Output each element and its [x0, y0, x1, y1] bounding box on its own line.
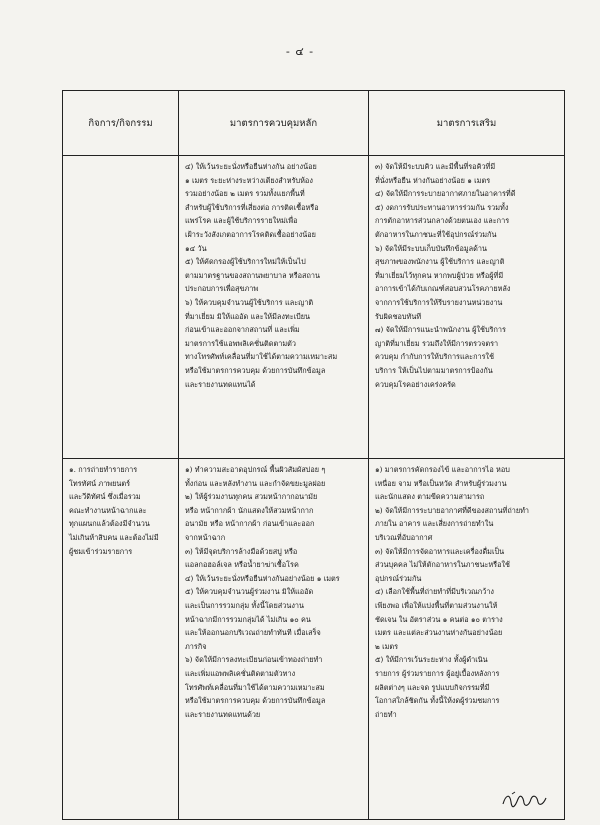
cell-activity [63, 156, 179, 459]
header-main-measures: มาตรการควบคุมหลัก [179, 91, 369, 156]
cell-activity: ๑. การถ่ายทำรายการ โทรทัศน์ ภาพยนตร์ และวีดิทัศน์ ซึ่งเมื่อรวม คณะทำงานหน้าฉากและ ทุกแผนกแล้วต้องมีจำนวน ไม่เกินห้าสิบคน และต้องไม่มี ผู้ชมเข้าร่วมรายการ [63, 459, 179, 820]
table-row [63, 459, 565, 820]
cell-extra-measures: ๓) จัดให้มีระบบคิว และมีพื้นที่รอคิวที่มี ที่นั่งหรือยืน ห่างกันอย่างน้อย ๑ เมตร ๔) จัดให้มีการระบายอากาศภายในอาคารที่ดี ๕) งดการรับประทานอาหารร่วมกัน รวมทั้ง การตักอาหารส่วนกลางด้วยตนเอง และการ ตักอาหารในภาชนะที่ใช้อุปกรณ์ร่วมกัน ๖) จัดให้มีระบบเก็บบันทึกข้อมูลด้าน สุขภาพของพนักงาน ผู้ใช้บริการ และญาติ ที่มาเยี่ยมไว้ทุกคน หากพบผู้ป่วย หรือผู้ที่มี อาการเข้าได้กับเกณฑ์สอบสวนโรคภายหลัง จากการใช้บริการให้รีบรายงานหน่วยงาน รับผิดชอบทันที ๗) จัดให้มีการแนะนำพนักงาน ผู้ใช้บริการ ญาติที่มาเยี่ยม รวมถึงให้มีการตรวจตรา ควบคุม กำกับการให้บริการและการใช้ บริการ ให้เป็นไปตามมาตรการป้องกัน ควบคุมโรคอย่างเคร่งครัด [369, 156, 565, 459]
table-row [63, 156, 565, 459]
header-extra-measures: มาตรการเสริม [369, 91, 565, 156]
cell-extra-measures: ๑) มาตรการคัดกรองไข้ และอาการไอ หอบ เหนื่อย จาม หรือเป็นหวัด สำหรับผู้ร่วมงาน และนักแสดง ตามขีดความสามารถ ๒) จัดให้มีการระบายอากาศที่ดีของสถานที่ถ่ายทำ ภายใน อาคาร และเสี่ยงการถ่ายทำใน บริเวณที่อับอากาศ ๓) จัดให้มีการจัดอาหารและเครื่องดื่มเป็น ส่วนบุคคล ไม่ให้ตักอาหารในภาชนะหรือใช้ อุปกรณ์ร่วมกัน ๔) เลือกใช้พื้นที่ถ่ายทำที่มีบริเวณกว้าง เพียงพอ เพื่อให้แบ่งพื้นที่ตามส่วนงานให้ ชัดเจน ใน อัตราส่วน ๑ คนต่อ ๑๐ ตาราง เมตร และแต่ละส่วนงานห่างกันอย่างน้อย ๒ เมตร ๕) ให้มีการเว้นระยะห่าง ทั้งผู้ดำเนิน รายการ ผู้ร่วมรายการ ผู้อยู่เบื้องหลังการ ผลิตต่างๆ และจด รูปแบบกิจกรรมที่มี โอกาสใกล้ชิดกัน ทั้งนี้ให้งดผู้ร่วมชมการ ถ่ายทำ [369, 459, 565, 820]
signature [500, 790, 552, 810]
page-number: - ๔ - [285, 45, 315, 58]
cell-main-measures: ๑) ทำความสะอาดอุปกรณ์ พื้นผิวสัมผัสบ่อย ๆ ทั้งก่อน และหลังทำงาน และกำจัดขยะมูลฝอย ๒) ให้ผู้ร่วมงานทุกคน สวมหน้ากากอนามัย หรือ หน้ากากผ้า นักแสดงให้สวมหน้ากาก อนามัย หรือ หน้ากากผ้า ก่อนเข้าและออก จากหน้าฉาก ๓) ให้มีจุดบริการล้างมือด้วยสบู่ หรือ แอลกอฮอล์เจล หรือน้ำยาฆ่าเชื้อโรค ๔) ให้เว้นระยะนั่งหรือยืนห่างกันอย่างน้อย ๑ เมตร ๕) ให้ควบคุมจำนวนผู้ร่วมงาน มิให้แออัด และเป็นการรวมกลุ่ม ทั้งนี้โดยส่วนงาน หน้าฉากมีการรวมกลุ่มได้ ไม่เกิน ๑๐ คน และให้ออกนอกบริเวณถ่ายทำทันที เมื่อเสร็จ ภารกิจ ๖) จัดให้มีการลงทะเบียนก่อนเข้าทองถ่ายทำ และเพิ่มแอพพลิเคชั่นติดตามตัวทาง โทรศัพท์เคลื่อนที่มาใช้ได้ตามความเหมาะสม หรือใช้มาตรการควบคุม ด้วยการบันทึกข้อมูล และรายงานทดแทนด้วย [179, 459, 369, 820]
table-header-row [63, 91, 565, 156]
cell-main-measures: ๔) ให้เว้นระยะนั่งหรือยืนห่างกัน อย่างน้อย ๑ เมตร ระยะห่างระหว่างเตียงสำหรับห้อง รวมอย่างน้อย ๒ เมตร รวมทั้งแยกพื้นที่ สำหรับผู้ใช้บริการที่เสี่ยงต่อ การติดเชื้อหรือ แพร่โรค และผู้ใช้บริการรายใหม่เพื่อ เฝ้าระวังสังเกตอาการโรคติดเชื้ออย่างน้อย ๑๔ วัน ๕) ให้คัดกรองผู้ใช้บริการใหม่ให้เป็นไป ตามมาตรฐานของสถานพยาบาล หรือสถาน ประกอบการเพื่อสุขภาพ ๖) ให้ควบคุมจำนวนผู้ใช้บริการ และญาติ ที่มาเยี่ยม มิให้แออัด และให้มีลงทะเบียน ก่อนเข้าและออกจากสถานที่ และเพิ่ม มาตรการใช้แอพพลิเคชั่นติดตามตัว ทางโทรศัพท์เคลื่อนที่มาใช้ได้ตามความเหมาะสม หรือใช้มาตรการควบคุม ด้วยการบันทึกข้อมูล และรายงานทดแทนได้ [179, 156, 369, 459]
header-activity: กิจการ/กิจกรรม [63, 91, 179, 156]
measures-table [62, 90, 565, 820]
